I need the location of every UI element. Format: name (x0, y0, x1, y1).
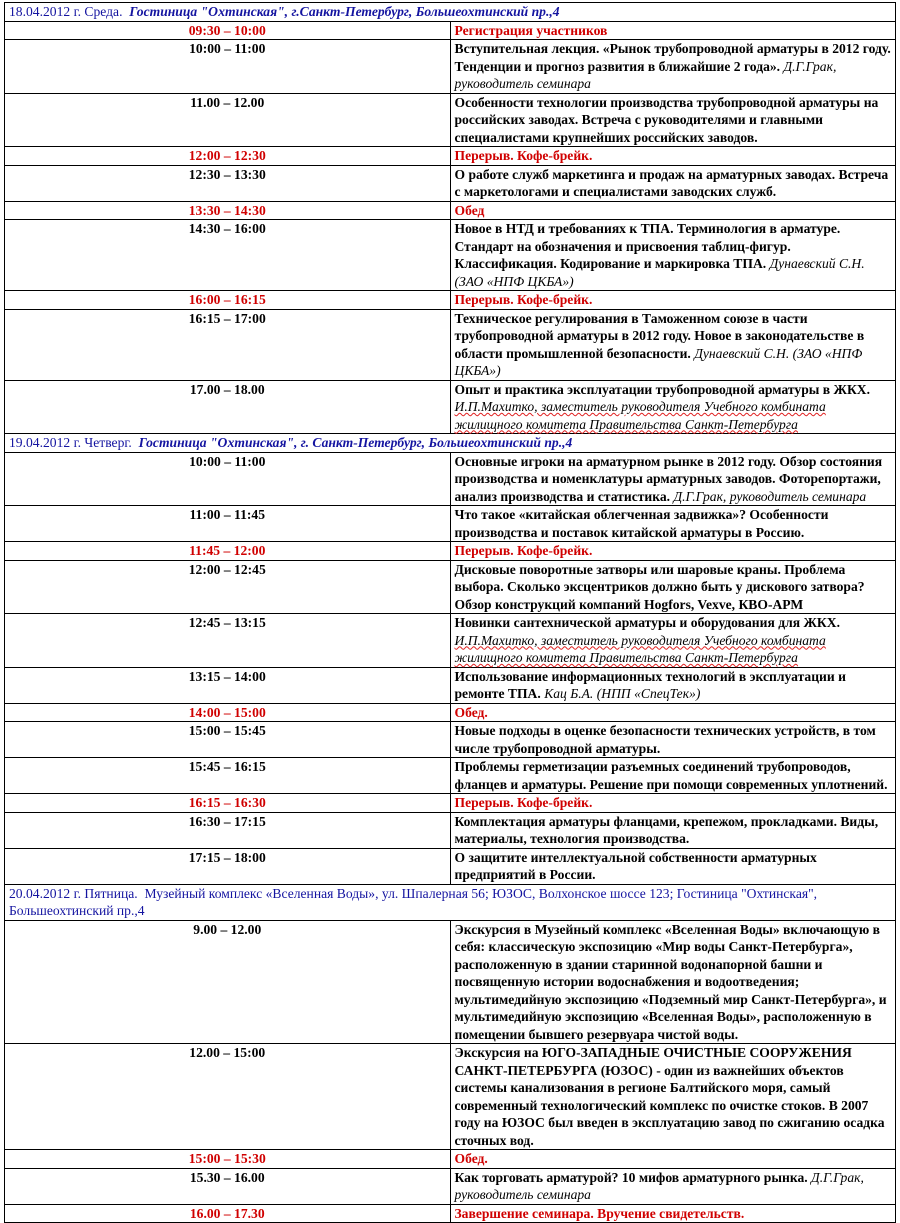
schedule-row (5, 309, 896, 380)
time-cell: 14:00 – 15:00 (5, 703, 451, 722)
speaker: Д.Г.Грак, руководитель семинара (454, 58, 837, 91)
schedule-row (5, 147, 896, 166)
time-cell: 16:15 – 17:00 (5, 309, 451, 380)
session-cell: О работе служб маркетинга и продаж на арматурных заводах. Встреча с маркетологами и специалистами заводских служб. (450, 165, 896, 201)
speaker: Дунаевский С.Н. (ЗАО «НПФ ЦКБА») (454, 345, 863, 378)
session-cell: Особенности технологии производства трубопроводной арматуры на российских заводах. Встреча с руководителями и главными специалистами крупнейших российских заводов. (450, 93, 896, 147)
schedule-row (5, 848, 896, 884)
session-cell: Новые подходы в оценке безопасности технических устройств, в том числе трубопроводной арматуры. (450, 722, 896, 758)
schedule-row (5, 201, 896, 220)
time-cell: 10:00 – 11:00 (5, 452, 451, 506)
time-cell: 16:00 – 16:15 (5, 291, 451, 310)
session-cell: Дисковые поворотные затворы или шаровые краны. Проблема выбора. Сколько эксцентриков должно быть у дискового затвора? Обзор конструкций компаний Hogfors, Vexve, КВО-АРМ (450, 560, 896, 614)
schedule-row (5, 542, 896, 561)
day-date: 20.04.2012 г. Пятница. (9, 885, 138, 901)
session-cell: Перерыв. Кофе-брейк. (450, 794, 896, 813)
schedule-row (5, 920, 896, 1044)
time-cell: 15:00 – 15:45 (5, 722, 451, 758)
time-cell: 12:00 – 12:30 (5, 147, 451, 166)
time-cell: 13:30 – 14:30 (5, 201, 451, 220)
schedule-row (5, 560, 896, 614)
session-cell: Обед. (450, 703, 896, 722)
time-cell: 11.00 – 12.00 (5, 93, 451, 147)
speaker: Д.Г.Грак, руководитель семинара (673, 488, 867, 504)
session-cell (450, 220, 896, 291)
time-cell: 12:00 – 12:45 (5, 560, 451, 614)
time-cell: 15:45 – 16:15 (5, 758, 451, 794)
schedule-row (5, 291, 896, 310)
time-cell: 14:30 – 16:00 (5, 220, 451, 291)
session-cell: Перерыв. Кофе-брейк. (450, 147, 896, 166)
session-text: Как торговать арматурой? 10 мифов арматурного рынка. (454, 1169, 808, 1185)
time-cell: 15:00 – 15:30 (5, 1150, 451, 1169)
session-cell (450, 380, 896, 434)
schedule-row (5, 703, 896, 722)
session-cell: Экскурсия в Музейный комплекс «Вселенная Воды» включающую в себя: классическую экспозицию «Мир воды Санкт-Петербурга», расположенную в здании старинной водонапорной башни и посвященную истории водоснабжения и водоотведения; мультимедийную экспозицию «Подземный мир Санкт-Петербурга», и мультимедийную экспозицию «Вселенная Воды», расположенную в помещении бывшего резервуара чистой воды. (450, 920, 896, 1044)
time-cell: 16:30 – 17:15 (5, 812, 451, 848)
session-cell: Обед (450, 201, 896, 220)
session-cell: О защитите интеллектуальной собственности арматурных предприятий в России. (450, 848, 896, 884)
schedule-row (5, 667, 896, 703)
schedule-row (5, 758, 896, 794)
schedule-row (5, 1044, 896, 1150)
day-header (5, 884, 896, 920)
session-cell: Проблемы герметизации разъемных соединений трубопроводов, фланцев и арматуры. Решение при помощи современных уплотнений. (450, 758, 896, 794)
schedule-row (5, 812, 896, 848)
day-header (5, 434, 896, 453)
schedule-row (5, 93, 896, 147)
schedule-row (5, 1204, 896, 1223)
speaker: И.П.Махитко, заместитель руководителя Учебного комбината жилищного комитета Правительства Санкт-Петербурга (454, 632, 826, 665)
speaker: Д.Г.Грак, руководитель семинара (454, 1169, 864, 1202)
session-cell (450, 1168, 896, 1204)
schedule-row (5, 614, 896, 668)
day-header-cell (5, 3, 896, 22)
day-header-cell (5, 434, 896, 453)
speaker: Дунаевский С.Н. (ЗАО «НПФ ЦКБА») (454, 256, 865, 289)
schedule-row (5, 165, 896, 201)
day-date: 19.04.2012 г. Четверг. (9, 435, 132, 450)
day-header (5, 3, 896, 22)
schedule-table (4, 2, 896, 1223)
day-venue: Гостиница "Охтинская", г.Санкт-Петербург, Большеохтинский пр.,4 (129, 4, 560, 19)
session-cell: Что такое «китайская облегченная задвижка»? Особенности производства и поставок китайской арматуры в Россию. (450, 506, 896, 542)
session-cell: Завершение семинара. Вручение свидетельств. (450, 1204, 896, 1223)
schedule-row (5, 380, 896, 434)
session-cell (450, 614, 896, 668)
time-cell: 11:45 – 12:00 (5, 542, 451, 561)
speaker: Кац Б.А. (НПП «СпецТек») (544, 686, 701, 701)
session-cell (450, 40, 896, 94)
session-cell (450, 667, 896, 703)
schedule-row (5, 1150, 896, 1169)
time-cell: 16.00 – 17.30 (5, 1204, 451, 1223)
time-cell: 09:30 – 10:00 (5, 21, 451, 40)
session-text: Основные игроки на арматурном рынке в 2012 году. Обзор состояния производства и номенклатуры арматурных заводов. Фоторепортажи, анализ производства и статистика. (454, 453, 883, 504)
schedule-row (5, 21, 896, 40)
day-header-cell (5, 884, 896, 920)
schedule-row (5, 1168, 896, 1204)
session-cell (450, 452, 896, 506)
session-cell: Комплектация арматуры фланцами, крепежом, прокладками. Виды, материалы, технология производства. (450, 812, 896, 848)
schedule-row (5, 452, 896, 506)
time-cell: 17.00 – 18.00 (5, 380, 451, 434)
time-cell: 12.00 – 15:00 (5, 1044, 451, 1150)
session-cell: Обед. (450, 1150, 896, 1169)
time-cell: 16:15 – 16:30 (5, 794, 451, 813)
session-cell: Экскурсия на ЮГО-ЗАПАДНЫЕ ОЧИСТНЫЕ СООРУЖЕНИЯ САНКТ-ПЕТЕРБУРГА (ЮЗОС) - один из важнейших объектов системы канализования в регионе Балтийского моря, самый современный технологический комплекс по очистке стоков. В 2007 году на ЮЗОС был введен в эксплуатацию завод по сжиганию осадка сточных вод. (450, 1044, 896, 1150)
time-cell: 12:30 – 13:30 (5, 165, 451, 201)
session-text: Новинки сантехнической арматуры и оборудования для ЖКХ. (454, 615, 840, 630)
time-cell: 9.00 – 12.00 (5, 920, 451, 1044)
session-cell (450, 309, 896, 380)
session-cell: Перерыв. Кофе-брейк. (450, 291, 896, 310)
time-cell: 13:15 – 14:00 (5, 667, 451, 703)
session-text: Новое в НТД и требованиях к ТПА. Терминология в арматуре. Стандарт на обозначения и присвоения таблиц-фигур. Классификация. Кодирование и маркировка ТПА. (454, 221, 841, 271)
schedule-row (5, 220, 896, 291)
time-cell: 12:45 – 13:15 (5, 614, 451, 668)
speaker: И.П.Махитко, заместитель руководителя Учебного комбината жилищного комитета Правительства Санкт-Петербурга (454, 399, 826, 432)
schedule-row (5, 794, 896, 813)
schedule-row (5, 40, 896, 94)
time-cell: 15.30 – 16.00 (5, 1168, 451, 1204)
session-text: Вступительная лекция. «Рынок трубопроводной арматуры в 2012 году. Тенденции и прогноз развития в ближайшие 2 года». (454, 41, 891, 74)
day-venue: Гостиница "Охтинская", г. Санкт-Петербург, Большеохтинский пр.,4 (138, 435, 573, 450)
session-cell: Регистрация участников (450, 21, 896, 40)
session-text: Техническое регулирования в Таможенном союзе в части трубопроводной арматуры в 2012 году. Новое в законодательстве в области промышленной безопасности. (454, 310, 865, 361)
schedule-row (5, 722, 896, 758)
session-text: Опыт и практика эксплуатации трубопроводной арматуры в ЖКХ. (454, 381, 871, 397)
session-cell: Перерыв. Кофе-брейк. (450, 542, 896, 561)
time-cell: 10:00 – 11:00 (5, 40, 451, 94)
time-cell: 17:15 – 18:00 (5, 848, 451, 884)
time-cell: 11:00 – 11:45 (5, 506, 451, 542)
day-date: 18.04.2012 г. Среда. (9, 4, 123, 19)
day-venue: Музейный комплекс «Вселенная Воды», ул. Шпалерная 56; ЮЗОС, Волхонское шоссе 123; Гостиница "Охтинская", Большеохтинский пр.,4 (9, 885, 818, 918)
session-text: Использование информационных технологий в эксплуатации и ремонте ТПА. (454, 668, 846, 701)
schedule-row (5, 506, 896, 542)
